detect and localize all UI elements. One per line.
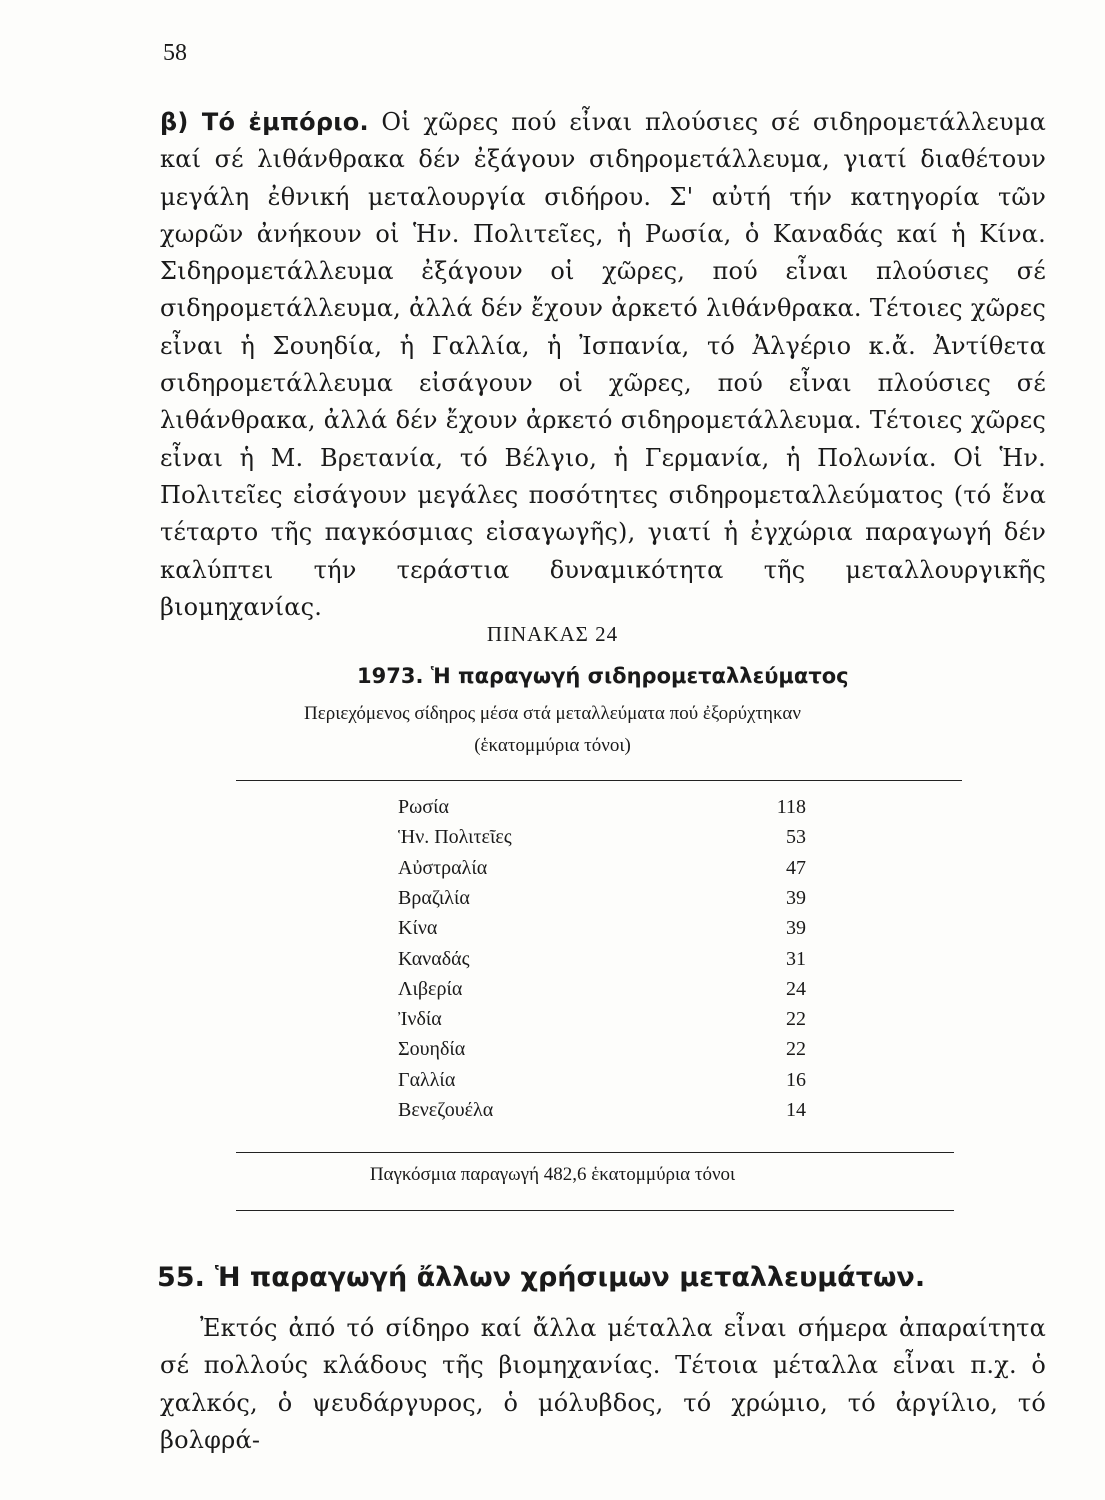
table-row	[398, 887, 806, 917]
table-cell-value: 14	[786, 1099, 806, 1121]
table-cell-value: 53	[786, 826, 806, 849]
table-row	[398, 1038, 806, 1068]
section-number: 55.	[157, 1262, 205, 1293]
intro-paragraph	[160, 104, 1046, 626]
table-row	[398, 978, 806, 1008]
table-row	[398, 796, 806, 826]
table-row	[398, 826, 806, 856]
table-cell-country: Ἰνδία	[398, 1008, 442, 1031]
table-cell-country: Βενεζουέλα	[398, 1099, 494, 1121]
table-row	[398, 857, 806, 887]
table-cell-country: Αὐστραλία	[398, 856, 488, 879]
table-title: 1973. Ἡ παραγωγή σιδηρομεταλλεύματος	[357, 664, 849, 688]
table-cell-value: 24	[786, 977, 806, 1000]
table-cell-country: Λιβερία	[398, 977, 463, 1000]
table-unit: (ἑκατομμύρια τόνοι)	[474, 735, 631, 756]
table-cell-country: Καναδάς	[398, 947, 470, 970]
table-cell-value: 22	[786, 1038, 806, 1061]
page-number: 58	[163, 40, 187, 66]
table-cell-value: 22	[786, 1008, 806, 1031]
table-mid-rule	[236, 1152, 954, 1153]
intro-lead: β) Τό ἐμπόριο.	[160, 108, 369, 136]
table-description: Περιεχόμενος σίδηρος μέσα στά μεταλλεύματα πού ἐξορύχτηκαν	[304, 703, 801, 724]
table-row	[398, 1069, 806, 1099]
table-cell-country: Γαλλία	[398, 1068, 456, 1091]
table-total: Παγκόσμια παραγωγή 482,6 ἑκατομμύρια τόνοι	[369, 1164, 736, 1185]
section-title: Ἡ παραγωγή ἄλλων χρήσιμων μεταλλευμάτων.	[214, 1262, 926, 1293]
table-label: ΠΙΝΑΚΑΣ 24	[486, 622, 619, 646]
table-row	[398, 948, 806, 978]
table-cell-country: Κίνα	[398, 917, 438, 940]
table-row	[398, 1099, 806, 1129]
section-heading	[157, 1262, 925, 1293]
table-row	[398, 1008, 806, 1038]
table-cell-value: 16	[786, 1068, 806, 1091]
table-bottom-rule	[236, 1210, 954, 1211]
table-top-rule	[236, 780, 962, 781]
table-cell-value: 47	[786, 856, 806, 879]
table-cell-value: 31	[786, 947, 806, 970]
closing-paragraph: Ἐκτός ἀπό τό σίδηρο καί ἄλλα μέταλλα εἶναι σήμερα ἀπαραίτητα σέ πολλούς κλάδους τῆς βιομηχανίας. Τέτοια μέταλλα εἶναι π.χ. ὁ χαλκός, ὁ ψευδάργυρος, ὁ μόλυβδος, τό χρώμιο, τό ἀργίλιο, τό βολφρά-	[160, 1314, 1046, 1454]
table-cell-value: 39	[786, 886, 806, 909]
table-cell-country: Ρωσία	[398, 796, 449, 818]
table-cell-country: Σουηδία	[398, 1038, 466, 1061]
table-cell-country: Βραζιλία	[398, 886, 470, 909]
table-row	[398, 917, 806, 947]
table-cell-value: 39	[786, 917, 806, 940]
table-cell-value: 118	[776, 796, 806, 818]
table-cell-country: Ἡν. Πολιτεῖες	[398, 826, 512, 849]
intro-text: Οἱ χῶρες πού εἶναι πλούσιες σέ σιδηρομετάλλευμα καί σέ λιθάνθρακα δέν ἐξάγουν σιδηρομετάλλευμα, γιατί διαθέτουν μεγάλη ἐθνική μεταλουργία σιδήρου. Σ' αὐτή τήν κατηγορία τῶν χωρῶν ἀνήκουν οἱ Ἡν. Πολιτεῖες, ἡ Ρωσία, ὁ Καναδάς καί ἡ Κίνα. Σιδηρομετάλλευμα ἐξάγουν οἱ χῶρες, πού εἶναι πλούσιες σέ σιδηρομετάλλευμα, ἀλλά δέν ἔχουν ἀρκετό λιθάνθρακα. Τέτοιες χῶρες εἶναι ἡ Σουηδία, ἡ Γαλλία, ἡ Ἰσπανία, τό Ἀλγέριο κ.ἄ. Ἀντίθετα σιδηρομετάλλευμα εἰσάγουν οἱ χῶρες, πού εἶναι πλούσιες σέ λιθάνθρακα, ἀλλά δέν ἔχουν ἀρκετό σιδηρομετάλλευμα. Τέτοιες χῶρες εἶναι ἡ Μ. Βρετανία, τό Βέλγιο, ἡ Γερμανία, ἡ Πολωνία. Οἱ Ἡν. Πολιτεῖες εἰσάγουν μεγάλες ποσότητες σιδηρομεταλλεύματος (τό ἕνα τέταρτο τῆς παγκόσμιας εἰσαγωγῆς), γιατί ἡ ἐγχώρια παραγωγή δέν καλύπτει τήν τεράστια δυναμικότητα τῆς μεταλλουργικῆς βιομηχανίας.	[160, 108, 1046, 621]
